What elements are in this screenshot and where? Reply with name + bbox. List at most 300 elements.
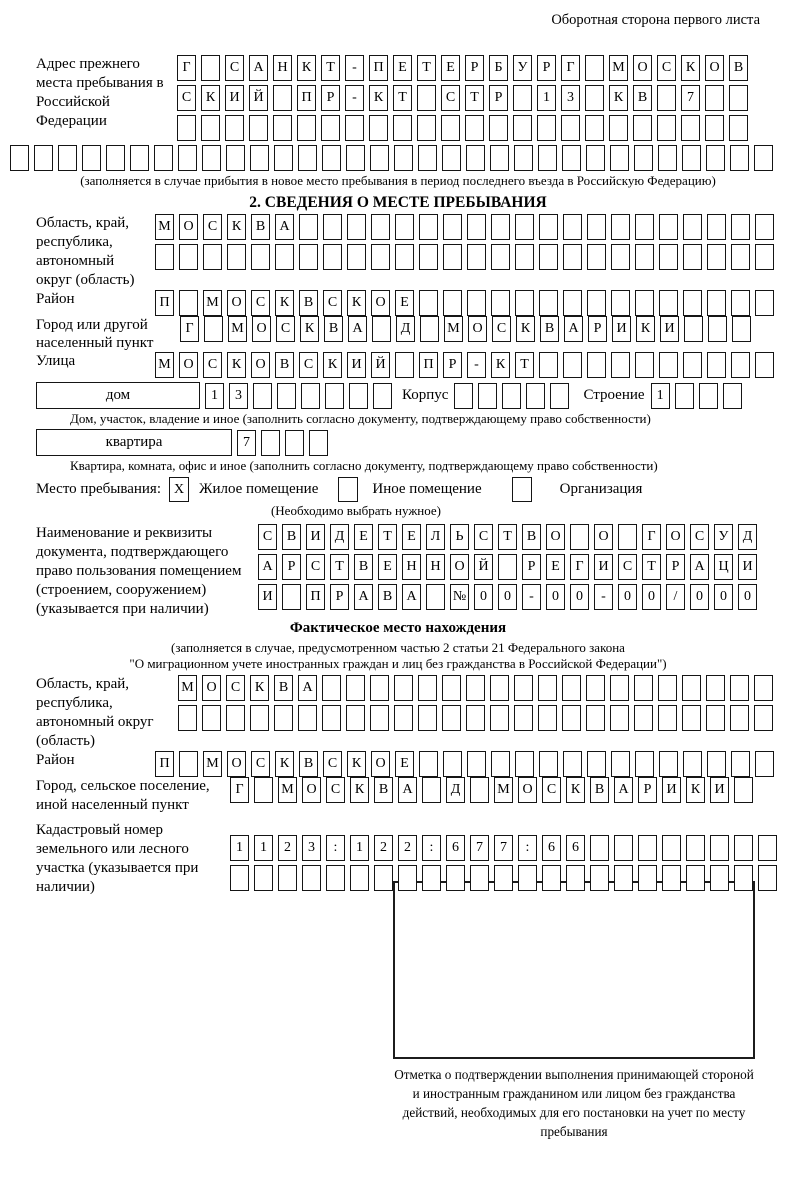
char-box: С [177, 85, 196, 111]
actual-district-field [36, 751, 760, 777]
char-box: В [374, 777, 393, 803]
char-box [732, 316, 751, 342]
char-box [418, 145, 437, 171]
char-box [273, 85, 292, 111]
char-box: К [350, 777, 369, 803]
section2-title: 2. СВЕДЕНИЯ О МЕСТЕ ПРЕБЫВАНИЯ [249, 194, 547, 211]
char-box [758, 835, 777, 861]
char-box: 1 [651, 383, 670, 409]
char-box: В [522, 524, 541, 550]
char-box: И [594, 554, 613, 580]
char-box: Р [282, 554, 301, 580]
char-box [658, 145, 677, 171]
char-box: В [633, 85, 652, 111]
char-box [682, 145, 701, 171]
char-box: В [354, 554, 373, 580]
char-box [322, 145, 341, 171]
apartment-note: Квартира, комната, офис и иное (заполнить согласно документу, подтверждающему право собственности) [70, 458, 658, 473]
char-box [417, 85, 436, 111]
char-box [419, 214, 438, 240]
char-box: Й [249, 85, 268, 111]
char-box: Р [537, 55, 556, 81]
char-box [659, 290, 678, 316]
char-box: Е [393, 55, 412, 81]
char-box: О [179, 352, 198, 378]
char-box [563, 244, 582, 270]
house-field [36, 382, 760, 409]
char-box [563, 352, 582, 378]
city-row [180, 316, 751, 342]
char-box [372, 316, 391, 342]
char-box [634, 145, 653, 171]
char-box: К [686, 777, 705, 803]
cadastral-row1 [230, 835, 777, 861]
char-box [586, 705, 605, 731]
actual-region-row1 [178, 675, 773, 701]
char-box [682, 675, 701, 701]
char-box [454, 383, 473, 409]
char-box [618, 524, 637, 550]
char-box [498, 554, 517, 580]
char-box [490, 705, 509, 731]
char-box: А [614, 777, 633, 803]
char-box: П [419, 352, 438, 378]
char-box [322, 705, 341, 731]
char-box: И [662, 777, 681, 803]
char-box: 3 [302, 835, 321, 861]
char-box: Т [465, 85, 484, 111]
char-box [419, 244, 438, 270]
char-box [394, 705, 413, 731]
char-box: К [323, 352, 342, 378]
prev-address-note: (заполняется в случае прибытия в новое место пребывания в период последнего въезда в Российскую Федерацию) [80, 173, 716, 188]
char-box [370, 145, 389, 171]
char-box: Р [321, 85, 340, 111]
option-other-premises-label: Иное помещение [372, 481, 482, 497]
char-box [302, 865, 321, 891]
char-box [658, 705, 677, 731]
char-box: В [590, 777, 609, 803]
char-box: С [474, 524, 493, 550]
char-box: С [323, 290, 342, 316]
char-box [683, 751, 702, 777]
option-residential-label: Жилое помещение [199, 481, 319, 497]
page-corner-note: Оборотная сторона первого листа [551, 12, 760, 28]
char-box [442, 705, 461, 731]
char-box: В [324, 316, 343, 342]
char-box [657, 115, 676, 141]
char-box: М [444, 316, 463, 342]
char-box [154, 145, 173, 171]
korpus-cells [454, 383, 569, 409]
char-box [611, 751, 630, 777]
char-box: 0 [738, 584, 757, 610]
char-box: Т [393, 85, 412, 111]
char-box [539, 290, 558, 316]
char-box: Р [522, 554, 541, 580]
char-box: 6 [542, 835, 561, 861]
char-box: С [203, 214, 222, 240]
char-box: 3 [561, 85, 580, 111]
char-box [705, 85, 724, 111]
char-box: К [516, 316, 535, 342]
char-box [491, 244, 510, 270]
char-box: О [251, 352, 270, 378]
char-box [322, 675, 341, 701]
char-box [707, 214, 726, 240]
char-box: Ь [450, 524, 469, 550]
stamp-caption: Отметка о подтверждении выполнения принимающей стороной и иностранным гражданином или лицом без гражданства действий, необходимых для его постановки на учет по месту пребывания [394, 1067, 754, 1139]
char-box: 1 [350, 835, 369, 861]
char-box [587, 244, 606, 270]
char-box [251, 244, 270, 270]
char-box: А [398, 777, 417, 803]
char-box [634, 705, 653, 731]
char-box: - [467, 352, 486, 378]
char-box: И [612, 316, 631, 342]
char-box [611, 244, 630, 270]
char-box [513, 115, 532, 141]
char-box [707, 244, 726, 270]
char-box: Р [465, 55, 484, 81]
region-row2 [155, 244, 774, 270]
char-box [253, 383, 272, 409]
char-box: 1 [254, 835, 273, 861]
char-box: 0 [714, 584, 733, 610]
char-box [686, 865, 705, 891]
char-box [754, 705, 773, 731]
char-box: О [633, 55, 652, 81]
char-box [734, 835, 753, 861]
street-row [155, 352, 774, 378]
char-box [587, 352, 606, 378]
document-row1 [258, 524, 757, 550]
char-box: № [450, 584, 469, 610]
char-box: Е [395, 290, 414, 316]
cadastral-field [36, 821, 760, 897]
char-box: - [522, 584, 541, 610]
char-box: О [546, 524, 565, 550]
char-box: С [258, 524, 277, 550]
char-box: 2 [278, 835, 297, 861]
char-box: Д [396, 316, 415, 342]
char-box: В [251, 214, 270, 240]
char-box [326, 865, 345, 891]
city-label: Город или другой населенный пункт [36, 317, 154, 351]
char-box: 0 [690, 584, 709, 610]
char-box: Й [474, 554, 493, 580]
char-box [734, 777, 753, 803]
char-box: Ц [714, 554, 733, 580]
char-box [683, 290, 702, 316]
actual-region-row2 [178, 705, 773, 731]
char-box: К [369, 85, 388, 111]
char-box [278, 865, 297, 891]
char-box: М [203, 751, 222, 777]
char-box [203, 244, 222, 270]
char-box: О [227, 751, 246, 777]
char-box: 7 [681, 85, 700, 111]
char-box [226, 145, 245, 171]
char-box [419, 290, 438, 316]
char-box [249, 115, 268, 141]
char-box [394, 675, 413, 701]
char-box [371, 244, 390, 270]
char-box [442, 145, 461, 171]
char-box: А [249, 55, 268, 81]
char-box [227, 244, 246, 270]
char-box: - [594, 584, 613, 610]
char-box: С [299, 352, 318, 378]
char-box [561, 115, 580, 141]
char-box [254, 865, 273, 891]
prev-address-block [36, 55, 760, 141]
char-box: К [347, 751, 366, 777]
char-box: Р [489, 85, 508, 111]
char-box: К [227, 214, 246, 240]
char-box [563, 290, 582, 316]
char-box: Р [330, 584, 349, 610]
char-box: Й [371, 352, 390, 378]
char-box [562, 145, 581, 171]
char-box: О [179, 214, 198, 240]
char-box [466, 705, 485, 731]
char-box [730, 145, 749, 171]
char-box: С [441, 85, 460, 111]
char-box: : [326, 835, 345, 861]
char-box [684, 316, 703, 342]
char-box: С [251, 751, 270, 777]
char-box [467, 244, 486, 270]
cadastral-label: Кадастровый номер земельного или лесного участка (указывается при наличии) [36, 822, 199, 895]
stay-type-field [36, 477, 760, 502]
char-box: Т [417, 55, 436, 81]
char-box [686, 835, 705, 861]
char-box [675, 383, 694, 409]
char-box [563, 214, 582, 240]
char-box [285, 430, 304, 456]
char-box: Б [489, 55, 508, 81]
actual-location-note1: (заполняется в случае, предусмотренном частью 2 статьи 21 Федерального закона [171, 640, 625, 655]
char-box: 1 [537, 85, 556, 111]
char-box [277, 383, 296, 409]
char-box [345, 115, 364, 141]
char-box: С [225, 55, 244, 81]
char-box [446, 865, 465, 891]
char-box: М [155, 214, 174, 240]
char-box: О [518, 777, 537, 803]
char-box: О [252, 316, 271, 342]
char-box [731, 214, 750, 240]
char-box: К [566, 777, 585, 803]
stroenie-label: Строение [583, 387, 645, 403]
char-box [590, 865, 609, 891]
char-box [585, 55, 604, 81]
char-box [325, 383, 344, 409]
char-box [682, 705, 701, 731]
char-box: Г [177, 55, 196, 81]
char-box [443, 290, 462, 316]
char-box: Т [378, 524, 397, 550]
char-box [706, 705, 725, 731]
char-box: П [306, 584, 325, 610]
char-box [346, 675, 365, 701]
char-box: С [323, 751, 342, 777]
char-box [609, 115, 628, 141]
char-box [586, 675, 605, 701]
char-box [515, 214, 534, 240]
cadastral-row2 [230, 865, 777, 891]
char-box: М [178, 675, 197, 701]
char-box [349, 383, 368, 409]
char-box [729, 85, 748, 111]
char-box [563, 751, 582, 777]
char-box [539, 352, 558, 378]
char-box: И [306, 524, 325, 550]
char-box: Г [230, 777, 249, 803]
char-box [470, 865, 489, 891]
char-box [683, 352, 702, 378]
char-box: Г [180, 316, 199, 342]
char-box [707, 352, 726, 378]
char-box [250, 145, 269, 171]
char-box: О [666, 524, 685, 550]
char-box [610, 705, 629, 731]
apartment-field [36, 429, 760, 456]
char-box: П [369, 55, 388, 81]
char-box: Р [443, 352, 462, 378]
char-box [179, 244, 198, 270]
actual-district-label: Район [36, 752, 75, 768]
char-box: С [542, 777, 561, 803]
char-box: К [491, 352, 510, 378]
char-box [754, 675, 773, 701]
stay-type-label: Место пребывания: [36, 481, 161, 497]
char-box [370, 675, 389, 701]
char-box: О [468, 316, 487, 342]
char-box [707, 290, 726, 316]
street-field [36, 352, 760, 378]
house-number-cells [205, 383, 392, 409]
region-field [36, 214, 760, 290]
char-box [706, 675, 725, 701]
char-box [371, 214, 390, 240]
char-box: П [155, 290, 174, 316]
char-box [299, 214, 318, 240]
region-row1 [155, 214, 774, 240]
actual-city-label: Город, сельское поселение, иной населенный пункт [36, 778, 210, 813]
char-box [611, 352, 630, 378]
char-box: М [609, 55, 628, 81]
document-label: Наименование и реквизиты документа, подтверждающего право пользования помещением (строением, сооружением) (указывается при наличии) [36, 525, 242, 617]
char-box [202, 145, 221, 171]
char-box [633, 115, 652, 141]
char-box [282, 584, 301, 610]
char-box [226, 705, 245, 731]
char-box [635, 751, 654, 777]
char-box [298, 145, 317, 171]
char-box [441, 115, 460, 141]
char-box [490, 145, 509, 171]
char-box: Т [642, 554, 661, 580]
char-box: 7 [470, 835, 489, 861]
char-box [350, 865, 369, 891]
char-box [179, 290, 198, 316]
char-box [323, 214, 342, 240]
char-box [585, 115, 604, 141]
char-box [590, 835, 609, 861]
char-box: : [422, 835, 441, 861]
char-box: А [354, 584, 373, 610]
char-box [518, 865, 537, 891]
char-box [538, 675, 557, 701]
char-box [614, 835, 633, 861]
char-box [106, 145, 125, 171]
char-box: 7 [494, 835, 513, 861]
char-box [758, 865, 777, 891]
char-box: 3 [229, 383, 248, 409]
city-field [36, 316, 760, 352]
char-box [370, 705, 389, 731]
char-box: К [275, 290, 294, 316]
char-box: 7 [237, 430, 256, 456]
char-box [398, 865, 417, 891]
char-box: К [227, 352, 246, 378]
char-box [514, 705, 533, 731]
char-box: И [258, 584, 277, 610]
char-box: Г [642, 524, 661, 550]
char-box: О [371, 751, 390, 777]
char-box [466, 145, 485, 171]
char-box [346, 145, 365, 171]
char-box [699, 383, 718, 409]
char-box: О [227, 290, 246, 316]
street-label: Улица [36, 353, 76, 369]
char-box: О [302, 777, 321, 803]
document-row3 [258, 584, 757, 610]
char-box: 0 [498, 584, 517, 610]
apartment-cells [237, 430, 328, 456]
actual-location-title: Фактическое место нахождения [289, 620, 507, 636]
char-box [657, 85, 676, 111]
char-box: 1 [205, 383, 224, 409]
char-box [723, 383, 742, 409]
char-box [470, 777, 489, 803]
char-box [755, 352, 774, 378]
char-box [275, 244, 294, 270]
char-box [614, 865, 633, 891]
char-box: С [492, 316, 511, 342]
char-box: - [345, 55, 364, 81]
char-box: 1 [230, 835, 249, 861]
char-box: Р [588, 316, 607, 342]
char-box: М [155, 352, 174, 378]
char-box: М [228, 316, 247, 342]
char-box [374, 865, 393, 891]
char-box: М [203, 290, 222, 316]
char-box: П [297, 85, 316, 111]
char-box [731, 751, 750, 777]
document-row2 [258, 554, 757, 580]
char-box [683, 244, 702, 270]
char-box: - [345, 85, 364, 111]
region-label: Область, край, республика, автономный округ (область) [36, 215, 135, 288]
char-box: Р [638, 777, 657, 803]
actual-region-label: Область, край, республика, автономный округ (область) [36, 676, 154, 749]
char-box [710, 835, 729, 861]
char-box: Д [738, 524, 757, 550]
char-box [491, 290, 510, 316]
